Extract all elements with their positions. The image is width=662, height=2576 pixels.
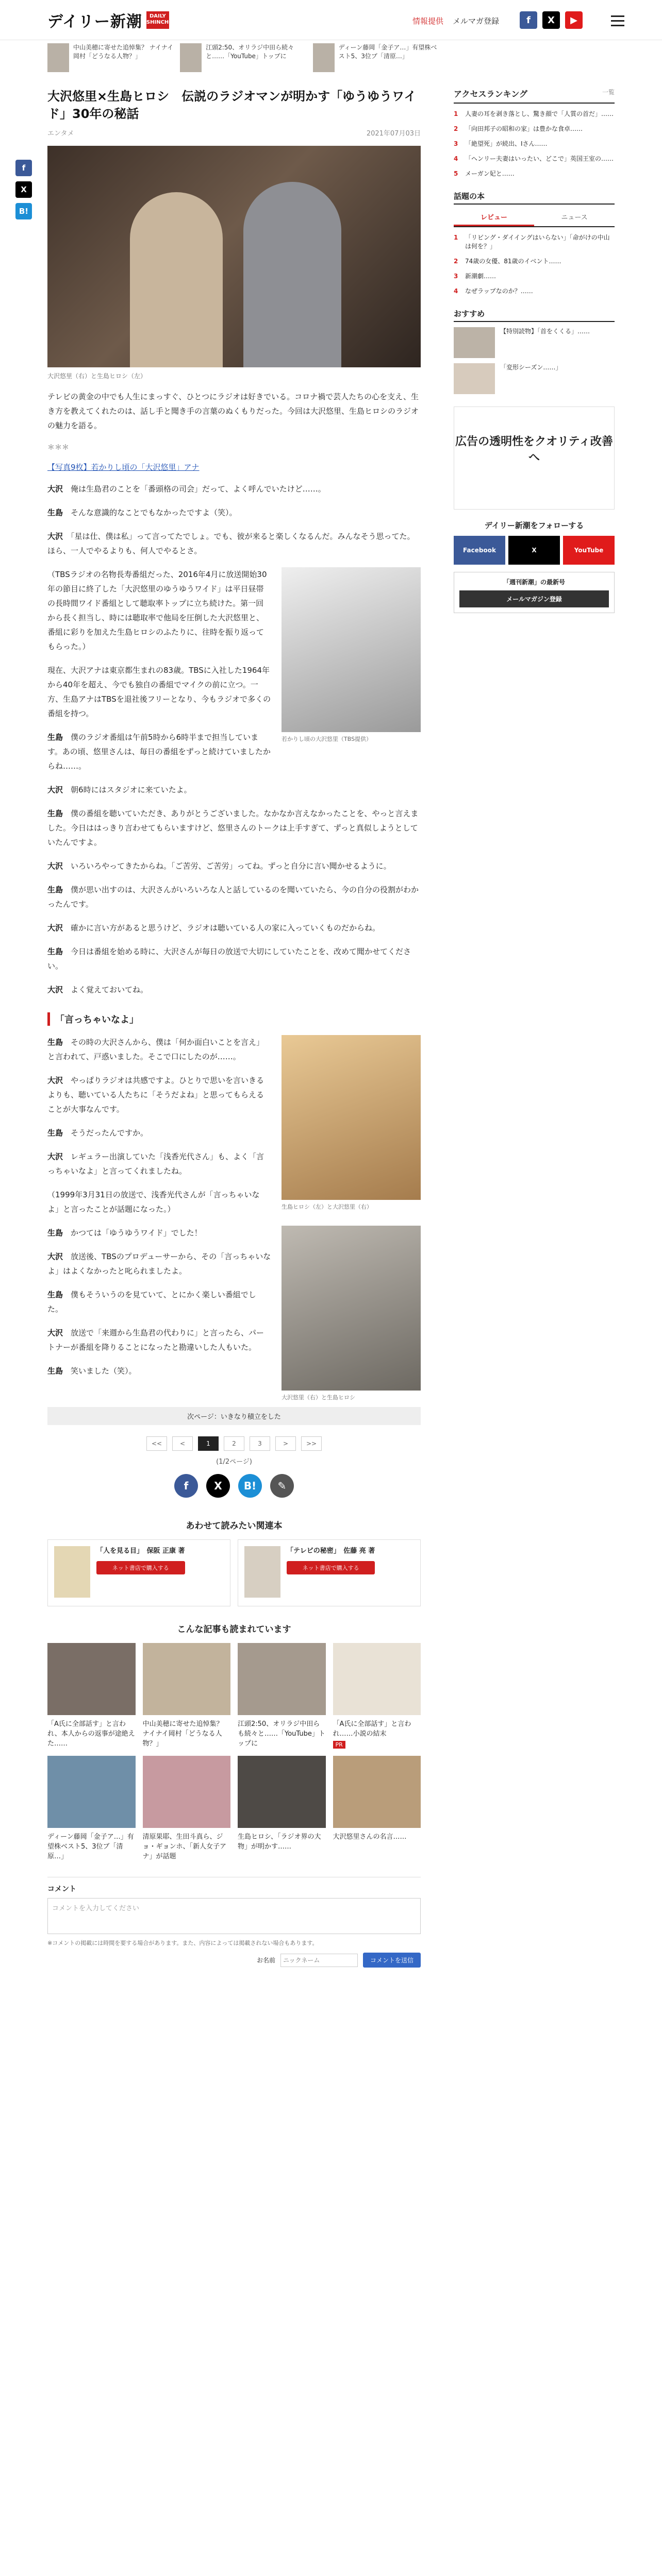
share-row	[47, 1474, 421, 1498]
card-image	[143, 1643, 231, 1715]
hatena-share-icon[interactable]: B!	[238, 1474, 262, 1498]
card-title: 中山美穂に寄せた追悼集？ ナイナイ岡村「どうなる人物？」	[142, 1720, 223, 1748]
para-text: やっぱりラジオは共感ですよ。ひとりで思いを言いきるよりも、聴いている人たちに「そうだよね」と思ってもらえることが大事なんです。	[47, 1076, 264, 1114]
para-text: かつては「ゆうゆうワイド」でした！	[71, 1228, 202, 1238]
book-news-title: 新潮劇……	[465, 273, 496, 280]
speaker: 大沢	[47, 1152, 63, 1161]
gallery-link[interactable]: 【写真9枚】若かりし頃の「大沢悠里」アナ	[47, 463, 200, 472]
speaker: 大沢	[47, 923, 63, 933]
card-image	[333, 1643, 421, 1715]
x-share-icon[interactable]: X	[15, 181, 32, 198]
ranking-header	[454, 88, 615, 104]
strip-thumb	[47, 43, 69, 72]
article-title: 大沢悠里×生島ヒロシ 伝説のラジオマンが明かす「ゆうゆうワイド」30年の秘話	[47, 89, 417, 121]
strip-title: ディーン藤岡「金子ア…」有望株ベスト5、3位ブ「清原…」	[338, 44, 437, 60]
para-text: 笑いました（笑）。	[71, 1366, 137, 1376]
book-news-title: 「リビング・ダイイングはいらない」「命がけの中山は何を？」	[465, 234, 610, 250]
speaker: 大沢	[47, 861, 63, 871]
ad-title: 広告の透明性をクオリティ改善へ	[455, 435, 613, 464]
divider-stars: ＊＊＊	[47, 444, 69, 452]
card-title: 大沢悠里さんの名言……	[333, 1833, 407, 1841]
page-2-button[interactable]: 2	[224, 1436, 244, 1451]
next-page-bar[interactable]: 次ページ：いきなり積立をした	[47, 1407, 421, 1425]
card-image	[47, 1643, 136, 1715]
figure-2-image	[282, 1035, 421, 1200]
strip-title: 江頭2:50、オリラジ中田ら続々と……「YouTube」トップに	[206, 44, 294, 60]
recommend-card[interactable]	[238, 1643, 326, 1749]
last-page-button[interactable]: >>	[301, 1436, 322, 1451]
facebook-share-icon[interactable]: f	[174, 1474, 198, 1498]
header-social	[520, 11, 583, 29]
tab-news[interactable]: ニュース	[561, 214, 588, 222]
recommend-item[interactable]	[454, 327, 615, 358]
speaker: 生島	[47, 1228, 63, 1238]
follow-title: デイリー新潮をフォローする	[484, 521, 584, 530]
figure-3-image	[282, 1226, 421, 1391]
prev-page-button[interactable]: <	[172, 1436, 193, 1451]
newsletter-link[interactable]: メルマガ登録	[453, 16, 500, 26]
books-title: あわせて読みたい関連本	[186, 1521, 283, 1531]
recommend-item-title: 「変形シーズン……」	[500, 364, 562, 371]
rank-number: 2	[454, 125, 458, 132]
card-title: 江頭2:50、オリラジ中田らも続々と……「YouTube」トップに	[238, 1720, 325, 1748]
magazine-box	[454, 572, 615, 613]
follow-youtube-button[interactable]: YouTube	[563, 536, 615, 565]
figure-1[interactable]	[282, 567, 421, 743]
book-news-item[interactable]	[454, 257, 615, 266]
follow-facebook-button[interactable]: Facebook	[454, 536, 505, 565]
article-category[interactable]: エンタメ	[47, 130, 74, 138]
follow-buttons	[454, 536, 615, 565]
rank-number: 1	[454, 110, 458, 117]
figure-1-image	[282, 567, 421, 732]
books-tabs	[454, 209, 615, 227]
comment-title: コメント	[47, 1885, 76, 1893]
comment-actions	[47, 1953, 421, 1968]
strip-thumb	[180, 43, 202, 72]
book-news-title: 74歳の女優、81歳のイベント……	[465, 258, 561, 265]
para-text: 確かに言い方があると思うけど、ラジオは聴いている人の家に入っていくものだからね。	[71, 923, 380, 933]
comment-note: ※コメントの掲載には時間を要する場合があります。また、内容によっては掲載されない場合もあります。	[47, 1940, 318, 1946]
follow-x-button[interactable]: X	[508, 536, 560, 565]
subheading: 「言っちゃいなよ」	[47, 1012, 421, 1026]
rank-title: メーガン妃と……	[465, 170, 515, 177]
article-date: 2021年07月03日	[366, 130, 421, 138]
speaker: 生島	[47, 885, 63, 894]
hero-image[interactable]	[47, 146, 421, 367]
figure-3-caption: 大沢悠里（右）と生島ヒロシ	[282, 1394, 355, 1401]
card-title: 生島ヒロシ、「ラジオ界の大物」が明かす……	[238, 1833, 321, 1851]
top-strip	[47, 43, 439, 79]
article	[47, 88, 421, 1968]
para-text: そうだったんですか。	[71, 1128, 148, 1138]
strip-item[interactable]	[313, 43, 439, 79]
buy-button[interactable]: ネット書店で購入する	[96, 1561, 185, 1574]
para-text: 俺は生島君のことを「番頭格の司会」だって、よく呼んでいたけど……。	[71, 484, 326, 494]
speaker: 大沢	[47, 1252, 63, 1261]
bullet: 3	[454, 273, 458, 280]
speaker: 大沢	[47, 484, 63, 494]
para	[47, 982, 421, 997]
recommend-widget-title: おすすめ	[454, 308, 615, 322]
ranking-item[interactable]	[454, 125, 615, 133]
floating-share	[15, 160, 32, 219]
pagination	[47, 1436, 421, 1451]
sidebar	[454, 88, 615, 613]
para-text: 現在、大沢アナは東京都生まれの83歳。TBSに入社した1964年から40年を超え、今でも独自の番組でマイクの前に立つ。一方、生島アナはTBSを退社後フリーとなり、今もラジオで多くの番組を持つ。	[47, 666, 271, 718]
para	[47, 505, 421, 520]
page-count: (1/2ページ)	[216, 1458, 252, 1466]
x-icon[interactable]: X	[542, 11, 560, 29]
para-text: 朝6時にはスタジオに来ていたよ。	[71, 785, 192, 794]
para-text: 今日は番組を始める時に、大沢さんが毎日の放送で大切にしていたことを、改めて聞かせてください。	[47, 947, 411, 971]
books-widget	[454, 191, 615, 296]
speaker: 大沢	[47, 785, 63, 794]
speaker: 生島	[47, 1366, 63, 1376]
books-widget-title: 話題の本	[454, 191, 615, 205]
logo-text: デイリー新潮	[47, 13, 142, 31]
recommend-card[interactable]	[47, 1643, 136, 1749]
hero-caption: 大沢悠里（右）と生島ヒロシ（左）	[47, 372, 147, 380]
page-1-button[interactable]: 1	[198, 1436, 219, 1451]
header-links	[412, 15, 499, 26]
bullet: 4	[454, 287, 458, 295]
speaker: 生島	[47, 1290, 63, 1299]
hero-person-left	[130, 192, 223, 367]
comment-input[interactable]: コメントを入力してください	[47, 1898, 421, 1934]
bullet: 1	[454, 234, 458, 241]
hatena-share-icon[interactable]: B!	[15, 203, 32, 219]
para-text: いろいろやってきたからね。「ご苦労、ご苦労」ってね。ずっと自分に言い聞かせるように。	[71, 861, 391, 871]
speaker: 大沢	[47, 1076, 63, 1085]
recommend-card[interactable]	[238, 1756, 326, 1861]
speaker: 大沢	[47, 1328, 63, 1337]
recommend-item-title: 【特別読物】「首をくくる」……	[500, 328, 590, 335]
recommend-card[interactable]	[143, 1756, 231, 1861]
para-text: 「星は仕、僕は私」って言ってたでしょ。でも、彼が来ると楽しくなるんだ。みんなそう思ってた。ほら、一人でやるよりも、何人でやるとさ。	[47, 532, 415, 555]
para-text: （1999年3月31日の放送で、浅香光代さんが「言っちゃいなよ」と言ったことが話題になった。）	[47, 1190, 260, 1214]
ranking-item[interactable]	[454, 110, 615, 118]
para	[47, 783, 421, 797]
book-cover	[244, 1546, 280, 1598]
book-news-title: なぜラップなのか？……	[465, 287, 533, 295]
figure-1-caption: 若かりし頃の大沢悠里（TBS提供）	[282, 736, 372, 742]
para	[47, 529, 421, 558]
ranking-item[interactable]	[454, 155, 615, 163]
rank-number: 3	[454, 140, 458, 147]
book-item[interactable]	[47, 1539, 230, 1606]
strip-thumb	[313, 43, 335, 72]
para	[47, 883, 421, 911]
ranking-item[interactable]	[454, 170, 615, 178]
x-share-icon[interactable]: X	[206, 1474, 230, 1498]
newsletter-button[interactable]: メールマガジン登録	[459, 590, 609, 607]
recommend-grid	[47, 1643, 421, 1861]
first-page-button[interactable]: <<	[146, 1436, 167, 1451]
article-meta	[47, 128, 421, 138]
book-news-item[interactable]	[454, 287, 615, 296]
para-text: そんな意識的なことでもなかったですよ（笑）。	[71, 508, 237, 517]
book-title: 「テレビの秘密」 佐藤 亮 著	[287, 1547, 375, 1555]
para	[47, 921, 421, 935]
strip-item[interactable]	[47, 43, 174, 79]
speaker: 生島	[47, 1128, 63, 1138]
card-title: ディーン藤岡「金子ア…」有望株ベスト5、3位ブ「清原…」	[47, 1833, 134, 1860]
card-image	[47, 1756, 136, 1828]
recommend-card[interactable]	[47, 1756, 136, 1861]
figure-3[interactable]	[282, 1226, 421, 1402]
buy-button[interactable]: ネット書店で購入する	[287, 1561, 375, 1574]
card-image	[238, 1643, 326, 1715]
recommend-item[interactable]	[454, 363, 615, 394]
rank-title: 「絶望死」が続出、Iさん……	[465, 140, 548, 147]
para-text: 放送で「来週から生島君の代わりに」と言ったら、パートナーが番組を降りることになったと勘違いした人もいた。	[47, 1328, 264, 1352]
para-text: その時の大沢さんから、僕は「何か面白いことを言え」と言われて、戸惑いました。そこで口にしたのが……。	[47, 1038, 264, 1061]
strip-item[interactable]	[180, 43, 306, 79]
recommend-card[interactable]	[333, 1643, 421, 1749]
name-label: お名前	[256, 1957, 275, 1964]
card-title: 「A氏に全部話す」と言われ……小説の結末	[333, 1720, 411, 1738]
ranking-title: アクセスランキング	[454, 89, 528, 99]
recommend-card[interactable]	[143, 1643, 231, 1749]
para	[47, 806, 421, 850]
para-text: レギュラー出演していた「浅香光代さん」も、よく「言っちゃいなよ」と言ってくれましたね。	[47, 1152, 264, 1176]
top-bar	[0, 0, 662, 40]
card-title: 「A氏に全部話す」と言われ、本人からの返事が途絶えた……	[47, 1720, 135, 1748]
figure-2[interactable]	[282, 1035, 421, 1211]
ranking-more-link[interactable]: 一覧	[602, 89, 615, 96]
para	[47, 482, 421, 496]
book-cover	[54, 1546, 90, 1598]
book-news-item[interactable]	[454, 233, 615, 251]
para-text: よく覚えておいてね。	[71, 985, 148, 994]
follow-widget	[454, 520, 615, 613]
speaker: 生島	[47, 508, 63, 517]
menu-icon[interactable]	[607, 10, 628, 31]
card-title: 清原果耶、生田斗真ら、ジョ・ギョンホ、「新人女子アナ」が話題	[142, 1833, 227, 1860]
para-text: 僕のラジオ番組は午前5時から6時半まで担当しています。あの頃、悠里さんは、毎日の番組をずっと続けていましたからね……。	[47, 733, 271, 771]
ad-banner[interactable]	[454, 406, 615, 510]
tab-review[interactable]: レビュー	[454, 209, 534, 226]
book-item[interactable]	[238, 1539, 421, 1606]
rank-title: 「ヘンリー夫妻はいったい、どこで」英国王室の……	[465, 155, 614, 162]
para-text: 放送後、TBSのプロデューサーから、その「言っちゃいなよ」はよくなかったと叱られましたよ。	[47, 1252, 271, 1276]
speaker: 生島	[47, 733, 63, 742]
bullet: 2	[454, 258, 458, 265]
article-body	[47, 389, 421, 1401]
youtube-icon[interactable]: ▶	[565, 11, 583, 29]
book-news-item[interactable]	[454, 272, 615, 281]
card-image	[238, 1756, 326, 1828]
next-page-button[interactable]: >	[275, 1436, 296, 1451]
para-text: 僕が思い出すのは、大沢さんがいろいろな人と話しているのを聞いていたら、今の自分の役割がわかったんです。	[47, 885, 419, 909]
card-image	[143, 1756, 231, 1828]
book-title: 「人を見る目」 保阪 正康 著	[96, 1547, 185, 1555]
recommend-card[interactable]	[333, 1756, 421, 1861]
para-text: 僕もそういうのを見ていて、とにかく楽しい番組でした。	[47, 1290, 256, 1314]
para	[47, 944, 421, 973]
comment-icon[interactable]: ✎	[270, 1474, 294, 1498]
rank-number: 4	[454, 155, 458, 162]
intro: テレビの黄金の中でも人生にまっすぐ、ひとつにラジオは好きでいる。コロナ禍で芸人たちの心を支え、生き方を教えてくれたのは、話し手と聞き手の言葉のぬくもりだった。今回は大沢悠里、生島ヒロシのラジオの魅力を語る。	[47, 392, 419, 430]
facebook-share-icon[interactable]: f	[15, 160, 32, 176]
recommend-thumb	[454, 327, 495, 358]
rank-number: 5	[454, 170, 458, 177]
para-text: 僕の番組を聴いていただき、ありがとうございました。なかなか言えなかったことを、やっと言えました。今日ははっきり言わせてもらいますけど、悠里さんのトークは上手すぎて、ずっと真似しようとしていたんですよ。	[47, 809, 419, 847]
magazine-title: 「週刊新潮」の最新号	[503, 579, 565, 586]
pr-badge: PR	[333, 1741, 345, 1749]
site-logo[interactable]	[47, 7, 173, 33]
figure-2-caption: 生島ヒロシ（左）と大沢悠里（右）	[282, 1204, 372, 1210]
speaker: 生島	[47, 947, 63, 956]
speaker: 生島	[47, 1038, 63, 1047]
comment-section	[47, 1877, 421, 1968]
card-image	[333, 1756, 421, 1828]
comment-submit-button[interactable]: コメントを送信	[363, 1953, 421, 1968]
hero-person-right	[243, 182, 341, 367]
recommend-title: こんな記事も読まれています	[177, 1624, 291, 1635]
rank-title: 「向田邦子の昭和の家」は豊かな食卓……	[465, 125, 583, 132]
recommend-widget	[454, 308, 615, 394]
ranking-item[interactable]	[454, 140, 615, 148]
logo-sub: DAILY SHINCHO	[146, 11, 169, 29]
para-text: （TBSラジオの名物長寿番組だった、2016年4月に放送開始30年の節目に終了した「大沢悠里のゆうゆうワイド」は平日昼帯の長時間ワイド番組として聴取率トップに立ち続けた。第一回から長く担当し、時には聴取率で他局を圧倒した大沢悠里と、番組に彩りを加えた生島ヒロシのふたりに、往時を振り返ってもらった。）	[47, 570, 267, 651]
speaker: 大沢	[47, 985, 63, 994]
speaker: 大沢	[47, 532, 63, 541]
recommend-thumb	[454, 363, 495, 394]
rank-title: 人妻の耳を剥き落とし、驚き顔で「人質の首だ」……	[465, 110, 614, 117]
facebook-icon[interactable]: f	[520, 11, 537, 29]
tip-link[interactable]: 情報提供	[412, 16, 444, 26]
para	[47, 859, 421, 873]
page-3-button[interactable]: 3	[250, 1436, 270, 1451]
name-input[interactable]	[280, 1954, 358, 1967]
strip-title: 中山美穂に寄せた追悼集？ ナイナイ岡村「どうなる人物？」	[73, 44, 174, 60]
books	[47, 1539, 421, 1606]
speaker: 生島	[47, 809, 63, 818]
